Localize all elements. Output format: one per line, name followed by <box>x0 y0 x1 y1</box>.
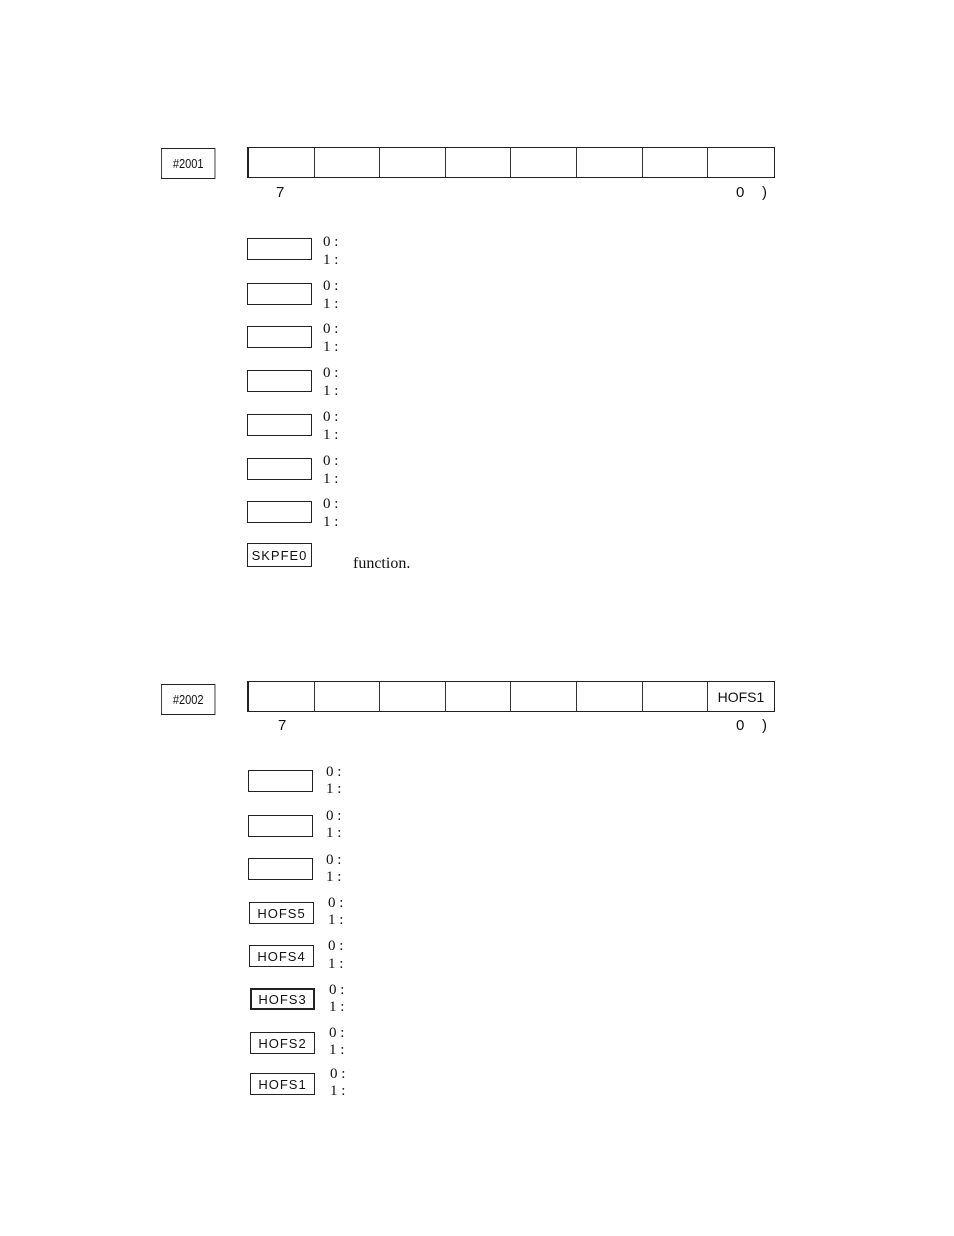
bit-cell-3 <box>511 148 577 177</box>
bit-name-box-hofs5: HOFS5 <box>249 902 314 924</box>
bit-cell-2 <box>577 682 643 711</box>
option-0: 0 : <box>323 234 339 250</box>
option-1: 1 : <box>323 514 339 530</box>
bit-cell-5 <box>380 148 446 177</box>
option-1: 1 : <box>328 956 344 972</box>
option-1: 1 : <box>323 339 339 355</box>
bit-row-2002 <box>247 681 775 712</box>
param-number-2001: #2001 <box>161 148 215 179</box>
option-1: 1 : <box>323 427 339 443</box>
option-1: 1 : <box>323 383 339 399</box>
option-1: 1 : <box>323 252 339 268</box>
bit-name-box-skpfe0: SKPFE0 <box>247 543 312 567</box>
bit-cell-3 <box>511 682 577 711</box>
option-0: 0 : <box>329 1025 345 1041</box>
bit-name-box-hofs1: HOFS1 <box>250 1073 315 1095</box>
option-0: 0 : <box>330 1066 346 1082</box>
bit-name-box <box>247 283 312 305</box>
option-0: 0 : <box>329 982 345 998</box>
bit-cell-4 <box>446 148 512 177</box>
bit-cell-2 <box>577 148 643 177</box>
bit-name-box <box>248 770 313 792</box>
bit-name-box-hofs2: HOFS2 <box>250 1032 315 1054</box>
bit-high-number: 7 <box>276 184 285 201</box>
bit-name-box <box>247 414 312 436</box>
description-text: function. <box>353 555 411 572</box>
option-1: 1 : <box>329 999 345 1015</box>
bit-cell-5 <box>380 682 446 711</box>
option-0: 0 : <box>323 365 339 381</box>
bit-cell-6 <box>315 148 381 177</box>
option-0: 0 : <box>326 852 342 868</box>
param-number-2002: #2002 <box>161 684 215 715</box>
bit-name-box <box>247 370 312 392</box>
option-0: 0 : <box>323 321 339 337</box>
bit-low-number: 0 <box>736 717 745 734</box>
bit-name-box <box>248 815 313 837</box>
option-1: 1 : <box>328 912 344 928</box>
option-1: 1 : <box>329 1042 345 1058</box>
bit-cell-1 <box>643 148 709 177</box>
option-1: 1 : <box>326 781 342 797</box>
bit-cell-7 <box>249 148 315 177</box>
bit-low-suffix: ) <box>762 184 767 201</box>
option-0: 0 : <box>328 895 344 911</box>
bit-cell-0: HOFS1 <box>717 688 765 705</box>
option-0: 0 : <box>323 409 339 425</box>
option-1: 1 : <box>323 296 339 312</box>
bit-name-box-hofs3: HOFS3 <box>250 988 315 1010</box>
bit-cell-7 <box>249 682 315 711</box>
bit-cell-6 <box>315 682 381 711</box>
option-0: 0 : <box>323 453 339 469</box>
option-1: 1 : <box>330 1083 346 1099</box>
bit-cell-1 <box>643 682 709 711</box>
bit-cell-4 <box>446 682 512 711</box>
bit-name-box <box>247 458 312 480</box>
bit-cell-0 <box>708 148 774 177</box>
bit-row-2001 <box>247 147 775 178</box>
option-1: 1 : <box>323 471 339 487</box>
option-0: 0 : <box>326 764 342 780</box>
option-0: 0 : <box>323 278 339 294</box>
bit-name-box <box>248 858 313 880</box>
option-1: 1 : <box>326 869 342 885</box>
bit-name-box-hofs4: HOFS4 <box>249 945 314 967</box>
bit-name-box <box>247 238 312 260</box>
bit-high-number: 7 <box>278 717 287 734</box>
option-0: 0 : <box>326 808 342 824</box>
option-0: 0 : <box>328 938 344 954</box>
bit-low-suffix: ) <box>762 717 767 734</box>
option-0: 0 : <box>323 496 339 512</box>
bit-low-number: 0 <box>736 184 745 201</box>
bit-name-box <box>247 501 312 523</box>
option-1: 1 : <box>326 825 342 841</box>
bit-name-box <box>247 326 312 348</box>
